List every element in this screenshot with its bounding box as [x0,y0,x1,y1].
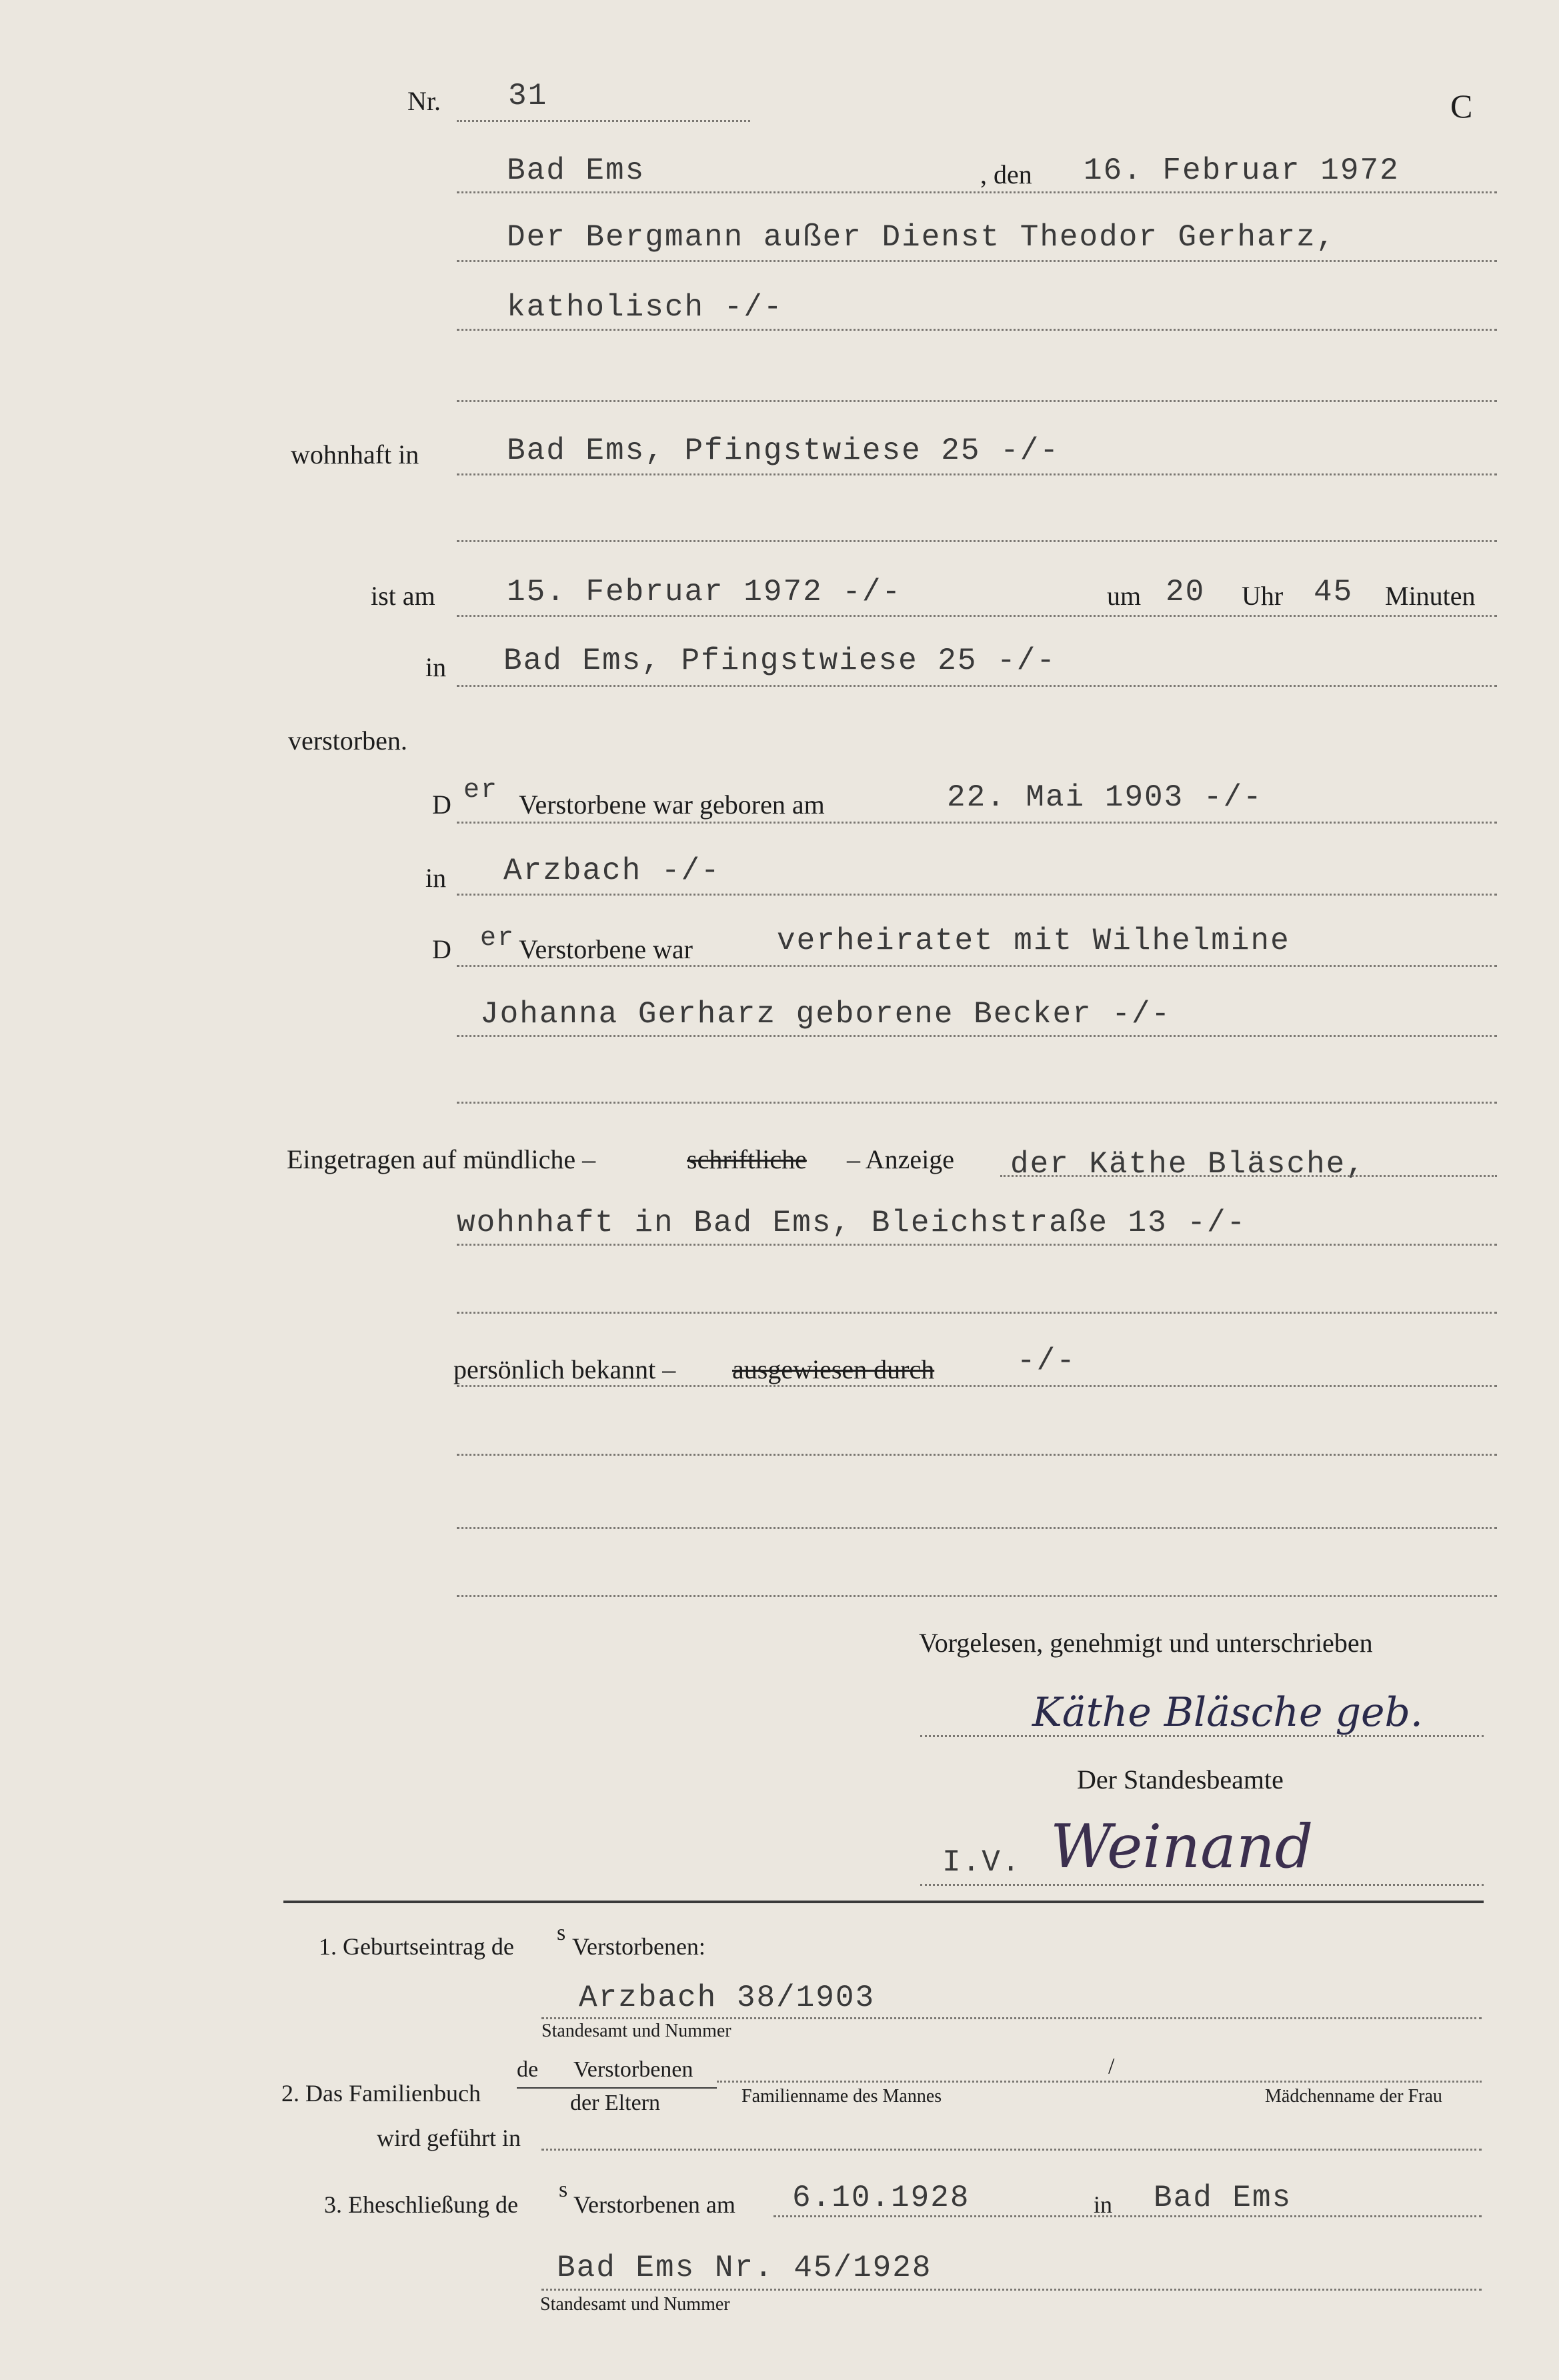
death-date-rule [457,615,1497,617]
death-date-value: 15. Februar 1972 -/- [507,575,902,610]
date-value: 16. Februar 1972 [1084,153,1400,188]
death-place-value: Bad Ems, Pfingstwiese 25 -/- [503,644,1056,678]
birth-d: D [432,790,451,820]
item2-rule [717,2081,1482,2083]
informant-line-1: der Käthe Bläsche, [1010,1147,1366,1182]
marriage-d: D [432,934,451,964]
item1-s: s [557,1921,566,1945]
death-place-label: in [425,652,447,682]
informant-rule-1 [1000,1175,1497,1177]
signature-rule-1 [920,1735,1484,1737]
informant-label-b: – Anzeige [847,1144,955,1174]
blank-rule-3 [457,1595,1497,1597]
item3-s: s [559,2177,568,2202]
item3-value: Bad Ems Nr. 45/1928 [557,2251,932,2285]
identity-value: -/- [1017,1344,1076,1378]
item3-caption: Standesamt und Nummer [540,2294,730,2315]
official-label: Der Standesbeamte [1077,1764,1284,1795]
item2-verstorbenen: Verstorbenen [573,2057,693,2082]
blank-rule-2 [457,1527,1497,1529]
person-line-2: katholisch -/- [507,290,784,325]
birth-label: Verstorbene war geboren am [519,790,825,820]
item3-label: 3. Eheschließung de [324,2191,518,2218]
marriage-line-1: verheiratet mit Wilhelmine [777,924,1290,958]
uhr-label: Uhr [1242,581,1284,611]
iv-label: I.V. [942,1845,1022,1880]
item3-label2: Verstorbenen am [573,2191,735,2218]
birth-er: er [463,776,499,806]
informant-signature [1027,1674,1460,1740]
informant-rule-2 [457,1244,1497,1246]
verstorben-label: verstorben. [288,726,407,756]
item2-caption-wife: Mädchenname der Frau [1265,2086,1442,2107]
birth-place-rule [457,894,1497,896]
birth-date-rule [457,822,1497,824]
item2-label: 2. Das Familienbuch [281,2080,481,2107]
marriage-rule-2 [457,1035,1497,1037]
item2-kept-rule [541,2149,1482,2151]
marriage-line-2: Johanna Gerharz geborene Becker -/- [480,997,1172,1032]
um-label: um [1107,581,1142,611]
nr-value: 31 [508,79,548,113]
residence-rule [457,473,1497,475]
marriage-label: Verstorbene war [519,934,693,964]
official-signature-text: Weinand [1050,1812,1314,1882]
informant-label-a: Eingetragen auf mündliche – [287,1144,596,1174]
item1-label: 1. Geburtseintrag de [319,1933,514,1960]
identity-struck: ausgewiesen durch [732,1354,935,1384]
informant-signature-text: Käthe Bläsche geb. [1032,1689,1423,1736]
identity-label: persönlich bekannt – [453,1354,676,1384]
marriage-er: er [480,924,515,954]
read-approved-label: Vorgelesen, genehmigt und unterschrieben [919,1628,1373,1658]
residence-rule-2 [457,540,1497,542]
item3-place: Bad Ems [1154,2181,1292,2215]
nr-label: Nr. [407,86,441,116]
death-hour: 20 [1166,575,1206,610]
birth-date: 22. Mai 1903 -/- [947,780,1263,815]
informant-label-struck: schriftliche [687,1144,807,1174]
den-label: , den [980,159,1032,189]
signature-rule-2 [920,1884,1484,1886]
item2-caption-husband: Familienname des Mannes [741,2086,942,2107]
birth-place-label: in [425,863,447,893]
residence-value: Bad Ems, Pfingstwiese 25 -/- [507,433,1060,468]
official-signature [1037,1787,1464,1894]
section-divider [283,1901,1484,1903]
marriage-rule-1 [457,965,1497,967]
identity-rule [457,1385,1497,1387]
informant-rule-3 [457,1312,1497,1314]
person-line-1-rule [457,260,1497,262]
blank-rule-1 [457,1454,1497,1456]
item2-eltern: der Eltern [570,2091,660,2115]
place-date-line [457,191,1497,193]
item2-slash: / [1108,2054,1115,2079]
item3-date: 6.10.1928 [792,2181,970,2215]
item3-value-rule [541,2289,1482,2291]
form-letter: C [1450,87,1473,125]
minuten-label: Minuten [1385,581,1476,611]
death-date-label: ist am [371,581,435,611]
item2-fraction-rule [517,2087,717,2089]
nr-line [457,120,750,122]
residence-label: wohnhaft in [291,439,419,469]
item2-de: de [517,2057,539,2082]
death-place-rule [457,685,1497,687]
item1-rule [541,2017,1482,2019]
item1-value: Arzbach 38/1903 [579,1981,876,2015]
marriage-rule-3 [457,1102,1497,1104]
death-minutes: 45 [1314,575,1354,610]
place-value: Bad Ems [507,153,645,188]
item3-in: in [1094,2191,1113,2218]
item2-kept-label: wird geführt in [377,2125,521,2151]
birth-place: Arzbach -/- [503,854,721,888]
informant-line-2: wohnhaft in Bad Ems, Bleichstraße 13 -/- [457,1206,1247,1240]
item1-caption: Standesamt und Nummer [541,2021,731,2041]
person-line-3-rule [457,400,1497,402]
person-line-2-rule [457,329,1497,331]
person-line-1: Der Bergmann außer Dienst Theodor Gerharz, [507,220,1336,255]
item3-rule [773,2215,1482,2217]
item1-label2: Verstorbenen: [572,1933,705,1960]
